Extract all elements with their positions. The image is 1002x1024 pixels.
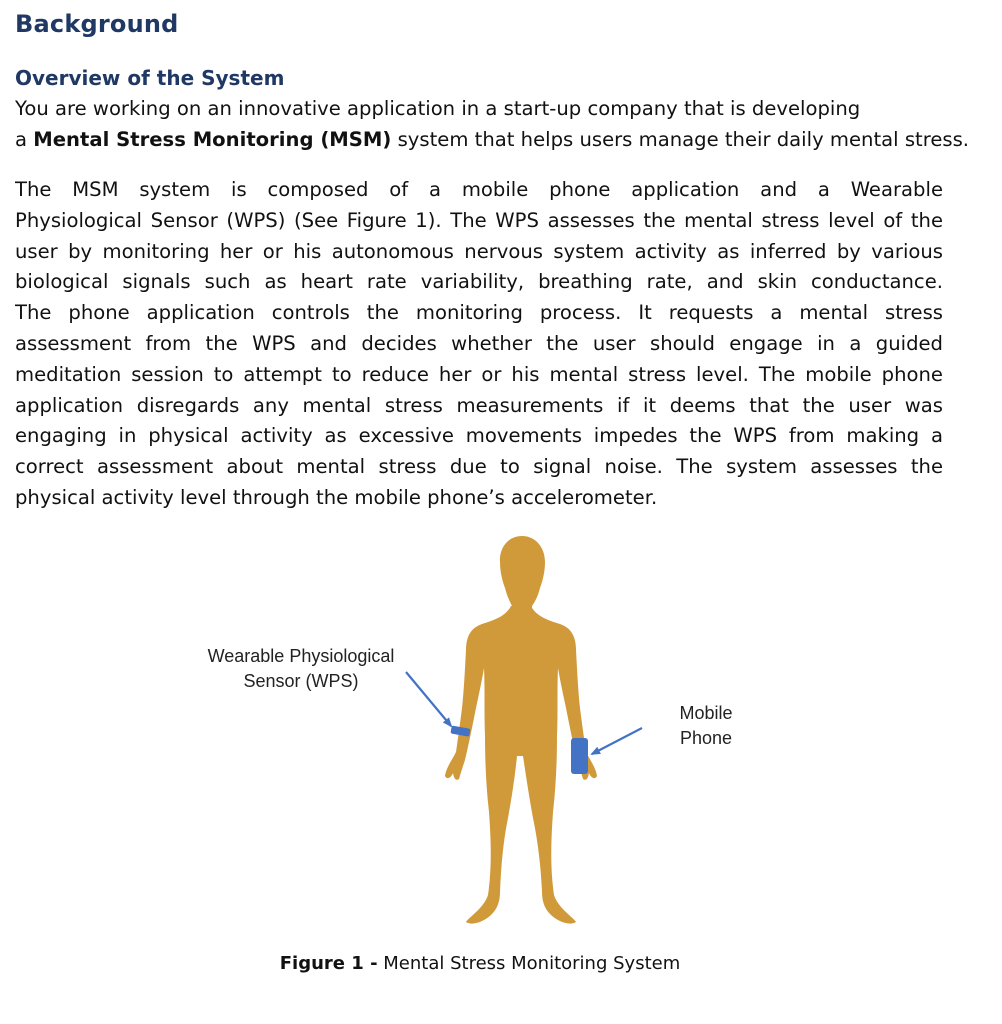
desc-line: assessment from the WPS and decides whether the user should engage in a guided xyxy=(15,331,943,355)
wps-pointer-arrow xyxy=(406,672,451,726)
phone-pointer-arrow xyxy=(592,728,642,754)
wps-label-line-1: Wearable Physiological xyxy=(207,646,395,666)
desc-line: correct assessment about mental stress due to signal noise. The system assesses the xyxy=(15,455,943,479)
desc-line: biological signals such as heart rate variability, breathing rate, and skin conductance. xyxy=(15,270,943,294)
desc-line: meditation session to attempt to reduce her or his mental stress level. The mobile phone xyxy=(15,362,943,386)
head-shape xyxy=(500,536,545,614)
desc-line: user by monitoring her or his autonomous nervous system activity as inferred by various xyxy=(15,239,943,263)
intro-line-2-pre: a xyxy=(15,127,34,151)
intro-line-2 xyxy=(15,125,970,156)
phone-label-line-1: Mobile xyxy=(679,703,733,723)
intro-line-1: You are working on an innovative application in a start-up company that is developing xyxy=(15,97,861,120)
desc-line: Physiological Sensor (WPS) (See Figure 1). The WPS assesses the mental stress level of the xyxy=(15,208,943,232)
section-heading: Background xyxy=(15,10,179,38)
phone-label-line-2: Phone xyxy=(679,728,733,748)
desc-line: physical activity level through the mobile phone’s accelerometer. xyxy=(15,485,658,509)
figure-caption-text: Mental Stress Monitoring System xyxy=(377,953,681,974)
figure-caption-number: Figure 1 - xyxy=(279,953,378,974)
desc-line: The phone application controls the monitoring process. It requests a mental stress xyxy=(15,301,943,325)
intro-paragraph xyxy=(15,94,970,156)
mobile-phone-device xyxy=(571,738,588,774)
wps-label xyxy=(196,644,406,694)
subsection-heading: Overview of the System xyxy=(15,66,285,90)
intro-line-2-post: system that helps users manage their daily mental stress. xyxy=(391,127,970,151)
system-description-paragraph xyxy=(15,175,943,514)
wps-label-line-2: Sensor (WPS) xyxy=(243,671,359,691)
desc-line: engaging in physical activity as excessive movements impedes the WPS from making a xyxy=(15,424,943,448)
figure-caption xyxy=(0,953,960,974)
mobile-phone-label xyxy=(664,701,748,751)
msm-bold-term: Mental Stress Monitoring (MSM) xyxy=(33,127,392,151)
desc-line: The MSM system is composed of a mobile phone application and a Wearable xyxy=(15,178,943,201)
desc-line: application disregards any mental stress measurements if it deems that the user was xyxy=(15,393,943,417)
figure-1-illustration xyxy=(0,520,1002,940)
